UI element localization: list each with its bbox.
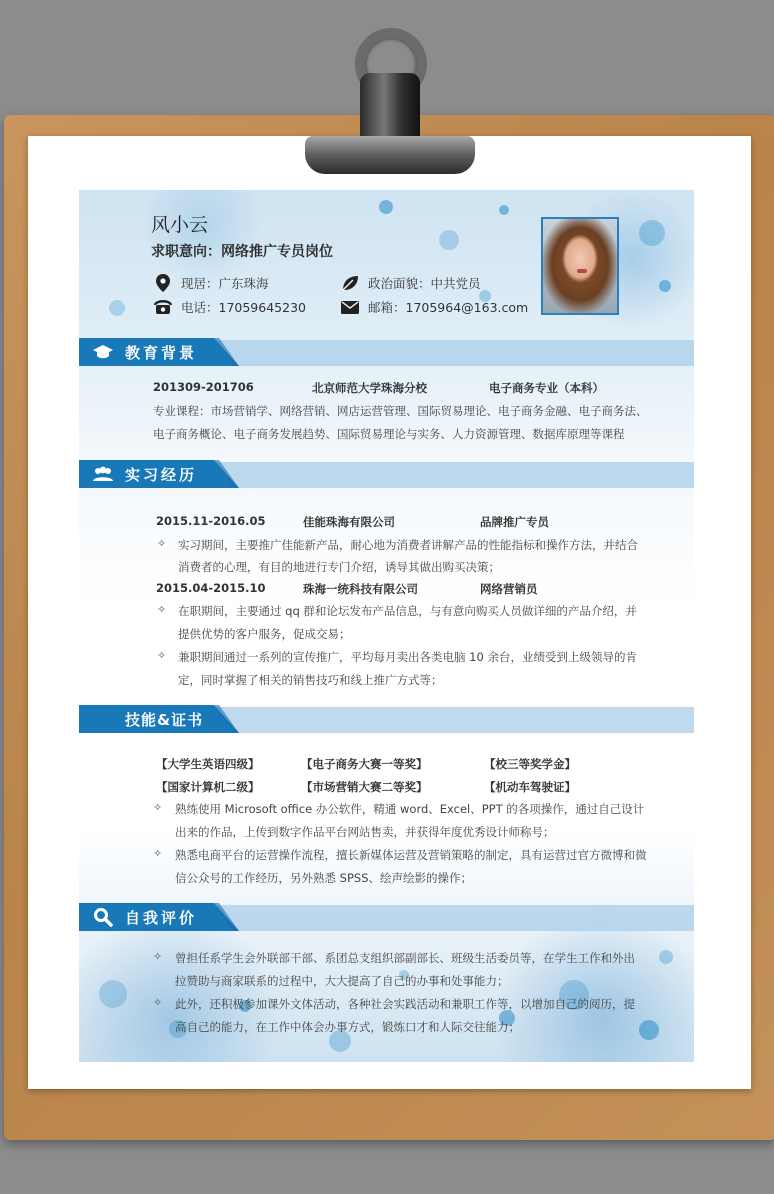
- binder-clip: [305, 28, 475, 178]
- bullet-icon: ✧: [153, 801, 163, 814]
- edu-courses-line2: 电子商务概论、电子商务发展趋势、国际贸易理论与实务、人力资源管理、数据库原理等课程: [153, 427, 625, 441]
- job-intent: 求职意向：网络推广专员岗位: [151, 244, 333, 260]
- phone-text: 电话：17059645230: [181, 300, 306, 315]
- politics-text: 政治面貌：中共党员: [368, 276, 481, 291]
- phone-icon: [154, 298, 172, 316]
- bullet-icon: ✧: [157, 603, 167, 616]
- profile-photo: [541, 217, 619, 315]
- email-info: [341, 298, 528, 316]
- job2-item2-line2: 定，同时掌握了相关的销售技巧和线上推广方式等；: [178, 673, 443, 687]
- internship-header: [79, 460, 694, 488]
- job2-item1-line2: 提供优势的客户服务，促成交易；: [178, 627, 351, 641]
- cert-6: 【机动车驾驶证】: [484, 780, 576, 794]
- job2-period: 2015.04-2015.10: [156, 581, 266, 595]
- skill2-line2: 信公众号的工作经历，另外熟悉 SPSS、绘声绘影的操作；: [175, 871, 472, 885]
- resume-name: 风小云: [151, 214, 209, 236]
- edu-period: 201309-201706: [153, 380, 254, 394]
- cert-2: 【电子商务大赛一等奖】: [301, 757, 428, 771]
- internship-title: 实习经历: [125, 466, 198, 484]
- cert-1: 【大学生英语四级】: [156, 757, 260, 771]
- edu-courses-line1: 专业课程：市场营销学、网络营销、网店运营管理、国际贸易理论、电子商务金融、电子商务法、: [153, 404, 648, 418]
- education-header: [79, 338, 694, 366]
- cert-3: 【校三等奖学金】: [484, 757, 576, 771]
- cert-5: 【市场营销大赛二等奖】: [301, 780, 428, 794]
- job2-item1-line1: 在职期间，主要通过 qq 群和论坛发布产品信息，与有意向购买人员做详细的产品介绍，并: [178, 604, 637, 618]
- job1-period: 2015.11-2016.05: [156, 514, 266, 528]
- edu-major: 电子商务专业（本科）: [489, 381, 604, 395]
- team-icon: [91, 464, 115, 484]
- skills-header: [79, 705, 694, 733]
- eval1-line1: 曾担任系学生会外联部干部、系团总支组织部副部长、班级生活委员等，在学生工作和外出: [175, 951, 635, 965]
- location-info: [154, 274, 269, 292]
- graduation-cap-icon: [91, 342, 115, 362]
- bullet-icon: ✧: [157, 649, 167, 662]
- bullet-icon: ✧: [153, 847, 163, 860]
- job1-item1-line2: 消费者的心理，有目的地进行专门介绍，诱导其做出购买决策；: [178, 560, 500, 574]
- skill1-line2: 出来的作品，上传到数字作品平台网站售卖，并获得年度优秀设计师称号；: [175, 825, 555, 839]
- skills-title: 技能&证书: [125, 711, 204, 729]
- eval2-line1: 此外，还积极参加课外文体活动，各种社会实践活动和兼职工作等，以增加自己的阅历，提: [175, 997, 635, 1011]
- magnifier-icon: [91, 907, 115, 927]
- education-title: 教育背景: [125, 344, 198, 362]
- eval1-line2: 拉赞助与商家联系的过程中，大大提高了自己的办事和处事能力；: [175, 974, 509, 988]
- self-eval-title: 自我评价: [125, 909, 198, 927]
- job1-item1-line1: 实习期间，主要推广佳能新产品，耐心地为消费者讲解产品的性能指标和操作方法，并结合: [178, 538, 638, 552]
- skill2-line1: 熟悉电商平台的运营操作流程，擅长新媒体运营及营销策略的制定，具有运营过官方微博和微: [175, 848, 647, 862]
- bullet-icon: ✧: [153, 950, 163, 963]
- job1-role: 品牌推广专员: [480, 515, 549, 529]
- job2-item2-line1: 兼职期间通过一系列的宣传推广，平均每月卖出各类电脑 10 余台，业绩受到上级领导的肯: [178, 650, 637, 664]
- job2-role: 网络营销员: [480, 582, 538, 596]
- eval2-line2: 高自己的能力，在工作中体会办事方式，锻炼口才和人际交往能力；: [175, 1020, 520, 1034]
- leaf-icon: [341, 274, 359, 292]
- email-text: 邮箱：1705964@163.com: [368, 300, 529, 315]
- politics-info: [341, 274, 481, 292]
- edu-school: 北京师范大学珠海分校: [312, 381, 427, 395]
- skill1-line1: 熟练使用 Microsoft office 办公软件，精通 word、Excel、PPT 的各项操作，通过自己设计: [175, 802, 645, 816]
- job1-company: 佳能珠海有限公司: [303, 515, 395, 529]
- phone-info: [154, 298, 306, 316]
- bullet-icon: ✧: [153, 996, 163, 1009]
- bullet-icon: ✧: [157, 537, 167, 550]
- cert-4: 【国家计算机二级】: [156, 780, 260, 794]
- job2-company: 珠海一统科技有限公司: [303, 582, 418, 596]
- resume: [79, 190, 694, 1062]
- location-pin-icon: [154, 274, 172, 292]
- envelope-icon: [341, 298, 359, 316]
- self-eval-header: [79, 903, 694, 931]
- location-text: 现居：广东珠海: [181, 276, 269, 291]
